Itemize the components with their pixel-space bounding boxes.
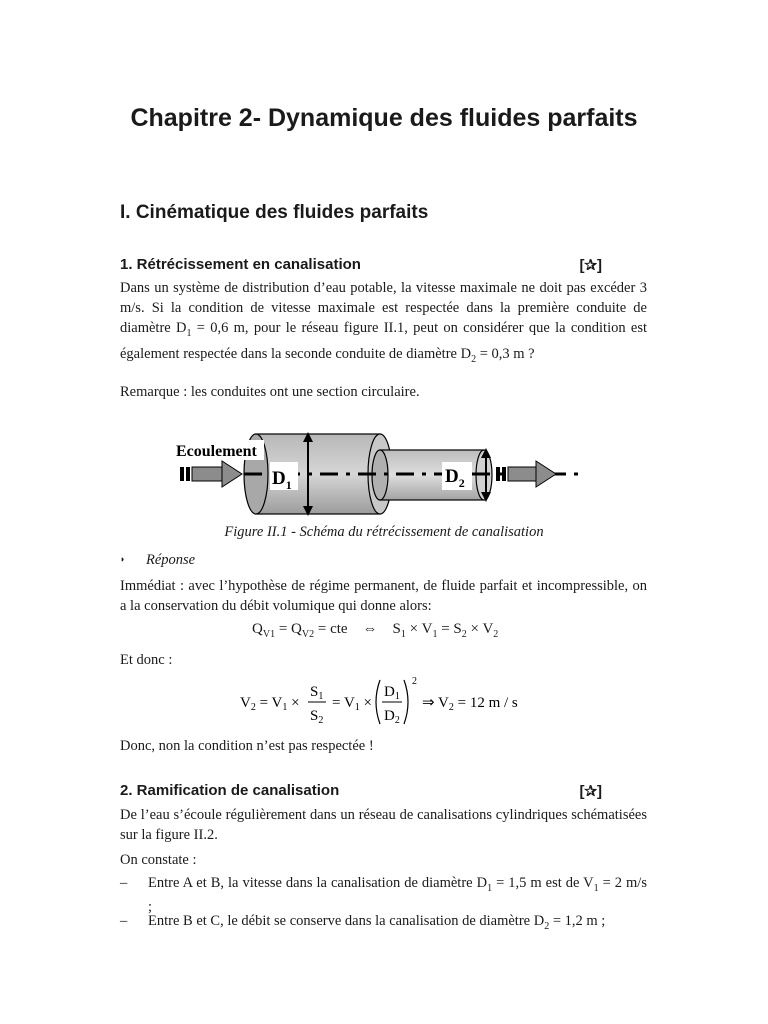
- svg-text:D2: $D_2$: [384, 708, 400, 726]
- answer-bullet: [120, 552, 195, 569]
- figure-caption: Figure II.1 - Schéma du rétrécissement de canalisation: [224, 524, 544, 540]
- et-donc-text: Et donc :: [120, 652, 173, 668]
- equation-flow-conservation: [252, 621, 498, 640]
- chapter-title: Chapitre 2- Dynamique des fluides parfaits: [130, 104, 638, 132]
- equation-velocity: [236, 674, 536, 732]
- exercise-1-heading: [120, 256, 602, 274]
- outlet-flow-arrow: [496, 461, 556, 487]
- exercise-2-observation: On constate :: [120, 852, 197, 868]
- list-item-text: Entre B et C, le débit se conserve dans la canalisation de diamètre $D_2 = 1,2$ m ;: [148, 913, 606, 932]
- conclusion-text: Donc, non la condition n’est pas respectée !: [120, 738, 374, 754]
- difficulty-star-badge: [✰]: [579, 783, 602, 800]
- svg-text:2: 2: [412, 676, 417, 687]
- section-heading: I. Cinématique des fluides parfaits: [120, 202, 429, 223]
- exercise-1-title: 1. Rétrécissement en canalisation: [120, 256, 361, 273]
- list-item-text: Entre A et B, la vitesse dans la canalisation de diamètre $D_1 = 1,5$ m est de $V_1 = 2$ m/s ;: [148, 875, 647, 915]
- pipe-narrowing-figure: [170, 428, 600, 520]
- list-dash: –: [120, 913, 128, 929]
- d2-label: $D_2$: [445, 466, 465, 490]
- list-item: [120, 874, 647, 917]
- svg-text:D1: $D_1$: [384, 684, 400, 702]
- d1-label: $D_1$: [272, 468, 292, 492]
- exercise-2-heading: [120, 782, 602, 800]
- svg-text:S2: $S_2$: [310, 708, 324, 726]
- svg-text:⇒ V2 = 12 m / s: ⇒ $V_2 = 12$ m / s: [422, 695, 518, 713]
- list-dash: –: [120, 875, 128, 891]
- svg-text:V2 = V1 ×: $V_2 = V_1$ ×: [240, 695, 300, 713]
- answer-label: Réponse: [146, 552, 196, 568]
- inlet-flow-arrow: [180, 461, 242, 487]
- svg-text:S1: $S_1$: [310, 684, 324, 702]
- equation-1-text: $Q_{V1} = Q_{V2}$ = cte ⇔ $S_1 \times V_1 = S_2 \times V_2$: [252, 621, 499, 640]
- exercise-1-statement: [120, 278, 647, 370]
- exercise-2-statement: De l’eau s’écoule régulièrement dans un réseau de canalisations cylindriques schématisées sur la figure II.2.: [120, 807, 647, 843]
- flow-label: Ecoulement: [176, 443, 257, 460]
- list-item: [120, 912, 647, 936]
- exercise-1-text: Dans un système de distribution d’eau potable, la vitesse maximale ne doit pas excéder 3 m/s. Si la condition de vitesse maximale est respectée dans la première conduite de diamètre $D_1 = 0,6$ m, pour le réseau figure II.1, peut on considérer que la condition est également respectée dans la seconde conduite de diamètre $D_2 = 0,3$ m ?: [120, 280, 647, 365]
- answer-paragraph: Immédiat : avec l’hypothèse de régime permanent, de fluide parfait et incompressible, on a la conservation du débit volumique qui donne alors:: [120, 578, 647, 614]
- bullet-icon: ◗: [120, 554, 126, 564]
- exercise-1-remark: Remarque : les conduites ont une section circulaire.: [120, 384, 420, 400]
- svg-text:= V1 ×: = $V_1$ ×: [332, 695, 372, 713]
- exercise-2-title: 2. Ramification de canalisation: [120, 782, 340, 799]
- difficulty-star-badge: [✰]: [579, 257, 602, 274]
